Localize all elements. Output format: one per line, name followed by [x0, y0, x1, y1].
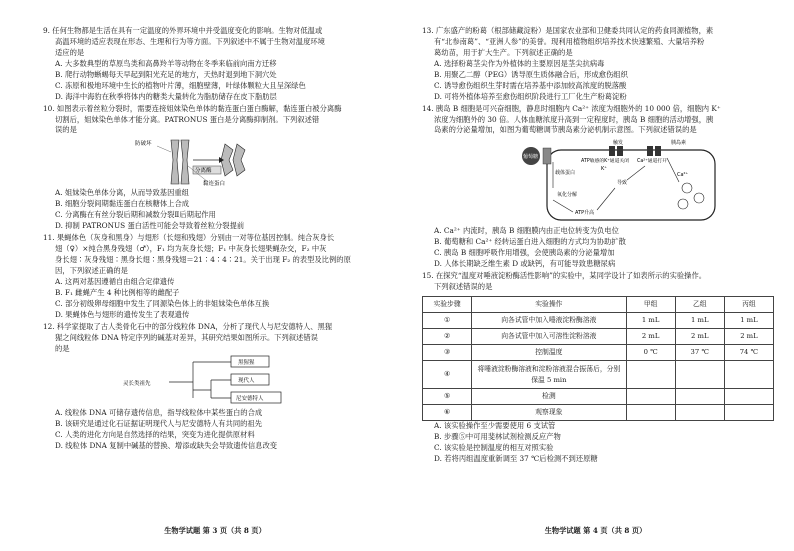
chromosome-diagram	[133, 136, 273, 188]
q13-option-c: C. 诱导愈伤组织生芽时需在培养基中添加较高浓度的脱落酸	[434, 80, 627, 90]
q10-option-b: B. 细胞分裂间期黏连蛋白在核糖体上合成	[55, 199, 190, 209]
q12-stem-3: 的是	[55, 343, 70, 353]
table-row	[423, 389, 774, 405]
carrier-label: 载体蛋白	[555, 170, 576, 177]
q12-figure	[43, 354, 387, 408]
question-15	[422, 271, 774, 465]
q9-option-b: B. 爬行动物蜥蜴每天早起到阳光充足的地方，天热时退到地下洞穴处	[55, 69, 277, 79]
experiment-table	[422, 296, 774, 421]
q12-option-c: C. 人类的进化方向是自然选择的结果，突变为进化提供原材料	[55, 430, 255, 440]
q13-option-b: B. 用聚乙二醇（PEG）诱导原生质体融合后，形成愈伤组织	[434, 69, 628, 79]
table-cell	[626, 389, 675, 405]
table-cell: 37 ℃	[675, 345, 724, 361]
table-row	[423, 329, 774, 345]
table-cell: 控制温度	[472, 345, 626, 361]
q10-stem-3: 误的是	[55, 125, 77, 135]
tree-leaf-1: 黑猩猩	[238, 360, 255, 367]
ca-ion-label: Ca²⁺	[677, 172, 689, 179]
q9-stem-3: 适应的是	[55, 47, 85, 57]
chromatid-left-2	[181, 140, 189, 184]
insulin-label: 胰岛素	[671, 140, 687, 147]
q11-option-a: A. 这两对基因遵循自由组合定律遗传	[55, 276, 175, 286]
table-cell: 检测	[472, 389, 626, 405]
table-cell: 将唾液淀粉酶溶液和淀粉溶液混合振荡后，分别保温 5 min	[472, 361, 626, 389]
q12-option-a: A. 线粒体 DNA 可储存遗传信息，指导线粒体中某些蛋白的合成	[55, 408, 263, 418]
k-channel-1	[609, 146, 615, 156]
q15-option-d: D. 若将丙组温度重新调至 37 ℃后检测不到还原糖	[434, 453, 598, 463]
q13-stem-1: 13. 广东盛产的粉葛（根部储藏淀粉）是国家农业部和卫健委共同认定的药食同源植物，素	[422, 26, 714, 35]
q11-stem-1: 11. 果蝇体色（灰身和黑身）与翅形（长翅和残翅）分别由一对等位基因控制。纯合灰身长	[43, 233, 335, 243]
page-right	[397, 0, 794, 551]
q14-option-a: A. Ca²⁺ 内流时，胰岛 B 细胞膜内由正电位转变为负电位	[434, 226, 619, 236]
q12-stem-2: 猩之间线粒体 DNA 特定序列的碱基对差异，其研究结果如图所示。下列叙述错误	[55, 332, 318, 342]
chromatid-right-2	[233, 144, 245, 176]
q12-stem-1: 12. 科学家提取了古人类骨化石中的部分线粒体 DNA，分析了现代人与尼安德特人、黑猩	[43, 321, 333, 331]
q14-option-b: B. 葡萄糖和 Ca²⁺ 经转运蛋白进入细胞的方式均为协助扩散	[434, 237, 626, 247]
table-cell	[675, 389, 724, 405]
ca-channel-2	[655, 146, 661, 156]
table-header-cell: 实验操作	[472, 297, 626, 313]
table-row	[423, 313, 774, 329]
ca-channel-label: Ca²⁺通道打开	[637, 159, 667, 165]
phylogeny-tree	[123, 354, 293, 408]
q14-figure	[422, 136, 774, 226]
q10-stem-2: 切割后，姐妹染色单体才能分离。PATRONUS 蛋白是分离酶抑制剂。下列叙述错	[55, 114, 320, 124]
table-cell	[626, 405, 675, 421]
q10-option-d: D. 抑制 PATRONUS 蛋白活性可能会导致着丝粒分裂提前	[55, 221, 245, 231]
table-header-cell: 甲组	[626, 297, 675, 313]
q15-option-c: C. 该实验是控制温度的相互对照实验	[434, 442, 554, 452]
q13-option-d: D. 可将外植体培养至愈伤组织阶段进行工厂化生产粉葛淀粉	[434, 91, 627, 101]
table-cell	[724, 405, 773, 421]
fig-label-1: 防破坏	[135, 141, 152, 148]
table-cell: 2 mL	[724, 329, 773, 345]
trigger-label: 触发	[613, 140, 624, 147]
glucose-label: 葡萄糖	[523, 154, 539, 161]
table-cell: 1 mL	[724, 313, 773, 329]
table-cell: 1 mL	[675, 313, 724, 329]
q15-option-a: A. 该实验操作至少需要使用 6 支试管	[434, 421, 556, 430]
q9-stem-2: 高温环境的适应表现在形态、生理和行为等方面。下列叙述中不属于生物对温度环境	[55, 36, 325, 46]
carrier-protein	[543, 148, 551, 164]
table-cell: ⑤	[423, 389, 472, 405]
tree-leaf-3: 尼安德特人	[236, 396, 264, 403]
table-row	[423, 405, 774, 421]
q14-option-c: C. 胰岛 B 细胞呼吸作用增强，会使胰岛素的分泌量增加	[434, 248, 615, 258]
table-cell	[724, 389, 773, 405]
tree-leaf-2: 现代人	[238, 378, 255, 385]
question-9	[43, 26, 387, 103]
question-11	[43, 233, 387, 321]
atp-up-label: ATP升高	[575, 210, 595, 217]
q13-option-a: A. 选择粉葛茎尖作为外植体的主要原因是茎尖抗病毒	[434, 58, 605, 68]
question-13	[422, 26, 774, 103]
q15-stem-1: 15. 在探究“温度对唾液淀粉酶活性影响”的实验中，某同学设计了如表所示的实验操作。	[422, 271, 707, 281]
table-header-cell: 实验步骤	[423, 297, 472, 313]
table-cell	[675, 405, 724, 421]
question-12	[43, 322, 387, 453]
q11-option-c: C. 部分初级卵母细胞中发生了同源染色体上的非姐妹染色单体互换	[55, 298, 270, 308]
fig-label-2: 分离酶	[195, 168, 212, 175]
table-cell: ①	[423, 313, 472, 329]
table-row	[423, 345, 774, 361]
question-10	[43, 104, 387, 233]
k-ion-label: K⁺	[601, 166, 607, 173]
chromatid-left-1	[171, 140, 179, 184]
table-cell: 0 ℃	[626, 345, 675, 361]
vesicle-2	[694, 193, 704, 203]
q13-stem-2: 有“北参南葛”、“亚洲人参”的美誉。现利用植物组织培养技术快速繁殖、大量培养粉	[434, 36, 705, 46]
tree-root-label: 灵长类祖先	[123, 381, 151, 388]
table-header-cell: 乙组	[675, 297, 724, 313]
q9-option-a: A. 大多数典型的草原鸟类和高鼻羚羊等动物在冬季来临前向南方迁移	[55, 58, 277, 68]
q15-option-b: B. 步骤⑤中可用斐林试剂检测反应产物	[434, 431, 561, 441]
ca-channel-1	[647, 146, 653, 156]
table-cell: 向各试管中加入唾液淀粉酶溶液	[472, 313, 626, 329]
q9-stem-1: 9. 任何生物都是生活在具有一定温度的外界环境中并受温度变化的影响。生物对低温或	[43, 26, 323, 35]
oxidation-label: 氧化分解	[557, 192, 578, 199]
page-footer-left: 生物学试题 第 3 页（共 8 页）	[164, 526, 266, 536]
q12-option-d: D. 线粒体 DNA 复制中碱基的替换、增添或缺失会导致遗传信息改变	[55, 441, 278, 451]
table-header-cell: 丙组	[724, 297, 773, 313]
table-cell: 74 ℃	[724, 345, 773, 361]
vesicle-3	[678, 199, 688, 209]
q15-stem-2: 下列叙述错误的是	[434, 282, 493, 292]
table-cell	[724, 361, 773, 389]
question-14	[422, 104, 774, 271]
q13-stem-3: 葛幼苗，用于扩大生产。下列叙述正确的是	[434, 47, 573, 57]
q11-stem-4: 因，下列叙述正确的是	[55, 265, 128, 275]
q10-stem-1: 10. 如图表示着丝粒分裂时，需要连接姐妹染色单体的黏连蛋白蛋白酶解，黏连蛋白被分离酶	[43, 103, 342, 113]
table-header-row	[423, 297, 774, 313]
q10-option-a: A. 姐妹染色单体分离，从而导致基因重组	[55, 188, 189, 198]
cause-label: 导致	[617, 180, 628, 187]
table-cell	[626, 361, 675, 389]
q11-stem-3: 身长翅∶灰身残翅∶黑身长翅∶黑身残翅＝21∶4∶4∶21。关于出现 F₂ 的表型及比例的原	[55, 255, 351, 264]
q14-stem-2: 浓度为细胞外的 30 倍。人体血糖浓度升高到一定程度时，胰岛 B 细胞的活动增强，胰	[434, 114, 714, 124]
q9-option-c: C. 冻原和极地环境中生长的植物叶片薄，细胞壁薄，叶绿体颗粒大且呈深绿色	[55, 80, 306, 90]
table-row	[423, 361, 774, 389]
table-cell: ②	[423, 329, 472, 345]
table-cell: ④	[423, 361, 472, 389]
table-cell: 2 mL	[675, 329, 724, 345]
q12-option-b: B. 该研究是通过化石证据证明现代人与尼安德特人有共同的祖先	[55, 419, 263, 429]
table-cell: 向各试管中加入可溶性淀粉溶液	[472, 329, 626, 345]
q11-option-d: D. 果蝇体色与翅形的遗传发生了表观遗传	[55, 309, 190, 319]
page-footer-right: 生物学试题 第 4 页（共 8 页）	[544, 526, 647, 536]
q14-stem-3: 岛素的分泌量增加，如图为葡萄糖调节胰岛素分泌机制示意图。下列叙述错误的是	[434, 125, 697, 135]
q10-figure	[43, 136, 387, 188]
q10-option-c: C. 分离酶在有丝分裂后期和减数分裂Ⅱ后期起作用	[55, 210, 216, 220]
table-cell: ③	[423, 345, 472, 361]
atp-k-channel-label: ATP敏感的K⁺通道关闭	[581, 159, 629, 165]
table-cell: 观察现象	[472, 405, 626, 421]
beta-cell-diagram	[517, 136, 727, 226]
table-cell: ⑥	[423, 405, 472, 421]
k-channel-2	[617, 146, 623, 156]
table-cell: 1 mL	[626, 313, 675, 329]
table-cell	[675, 361, 724, 389]
q14-stem-1: 14. 胰岛 B 细胞是可兴奋细胞，静息时细胞内 Ca²⁺ 浓度为细胞外的 10 000 倍，细胞内 K⁺	[422, 103, 721, 113]
vesicle-1	[682, 183, 692, 193]
q11-stem-2: 翅（♀）×纯合黑身残翅（♂），F₁ 均为灰身长翅；F₁ 中灰身长翅果蝇杂交，F₂ 中灰	[55, 244, 327, 254]
q11-option-b: B. F₁ 雌蝇产生 4 种比例相等的雌配子	[55, 287, 180, 297]
fig-label-3: 黏连蛋白	[203, 181, 226, 188]
table-cell: 2 mL	[626, 329, 675, 345]
q14-option-d: D. 人体长期缺乏维生素 D 或缺钙，有可能导致患糖尿病	[434, 259, 616, 269]
q9-option-d: D. 海洋中海豹在秋季将体内的糖类大量转化为脂肪储存在皮下脂肪层	[55, 91, 277, 101]
